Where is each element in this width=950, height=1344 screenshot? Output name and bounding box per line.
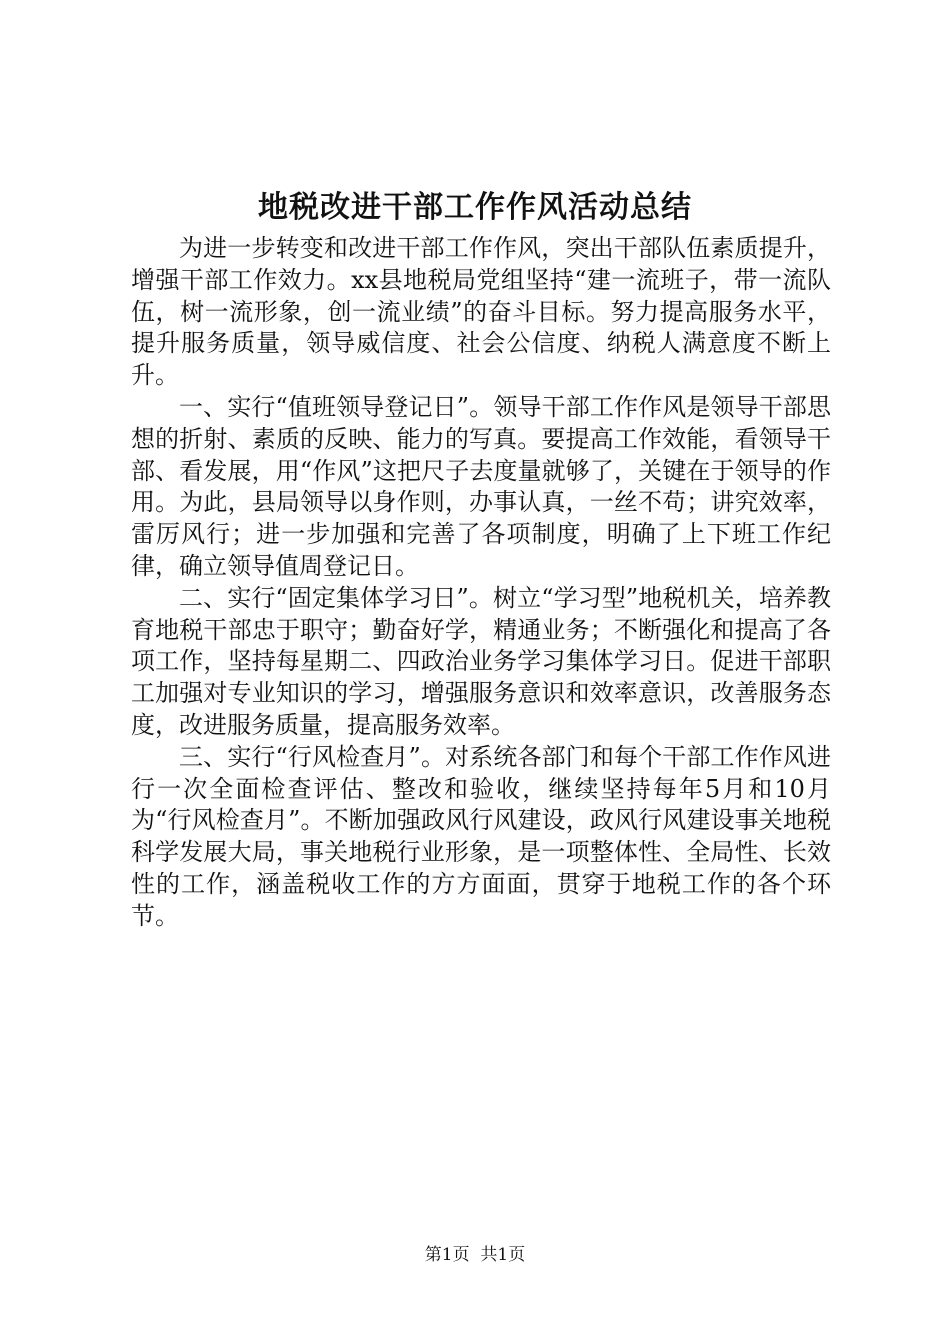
section-two-paragraph: 二、实行“固定集体学习日”。树立“学习型”地税机关，培养教育地税干部忠于职守；勤奋好学，精通业务；不断强化和提高了各项工作，坚持每星期二、四政治业务学习集体学习日。促进干部职工加强对专业知识的学习，增强服务意识和效率意识，改善服务态度，改进服务质量，提高服务效率。: [131, 583, 831, 739]
document-title: 地税改进干部工作作风活动总结: [258, 190, 692, 225]
page-number: 第1页: [424, 1245, 470, 1265]
section-three-paragraph: 三、实行“行风检查月”。对系统各部门和每个干部工作作风进行一次全面检查评估、整改和验收，继续坚持每年5月和10月为“行风检查月”。不断加强政风行风建设，政风行风建设事关地税科学发展大局，事关地税行业形象，是一项整体性、全局性、长效性的工作，涵盖税收工作的方方面面，贯穿于地税工作的各个环节。: [131, 742, 831, 930]
intro-paragraph: 为进一步转变和改进干部工作作风，突出干部队伍素质提升，增强干部工作效力。xx县地税局党组坚持“建一流班子，带一流队伍，树一流形象，创一流业绩”的奋斗目标。努力提高服务水平，提升服务质量，领导威信度、社会公信度、纳税人满意度不断上升。: [131, 234, 831, 390]
page-footer: [0, 1243, 950, 1267]
document-body: [131, 233, 831, 933]
section-one-paragraph: 一、实行“值班领导登记日”。领导干部工作作风是领导干部思想的折射、素质的反映、能力的写真。要提高工作效能，看领导干部、看发展，用“作风”这把尺子去度量就够了，关键在于领导的作用。为此，县局领导以身作则，办事认真，一丝不苟；讲究效率，雷厉风行；进一步加强和完善了各项制度，明确了上下班工作纪律，确立领导值周登记日。: [131, 392, 831, 580]
page-total: 共1页: [480, 1245, 526, 1265]
